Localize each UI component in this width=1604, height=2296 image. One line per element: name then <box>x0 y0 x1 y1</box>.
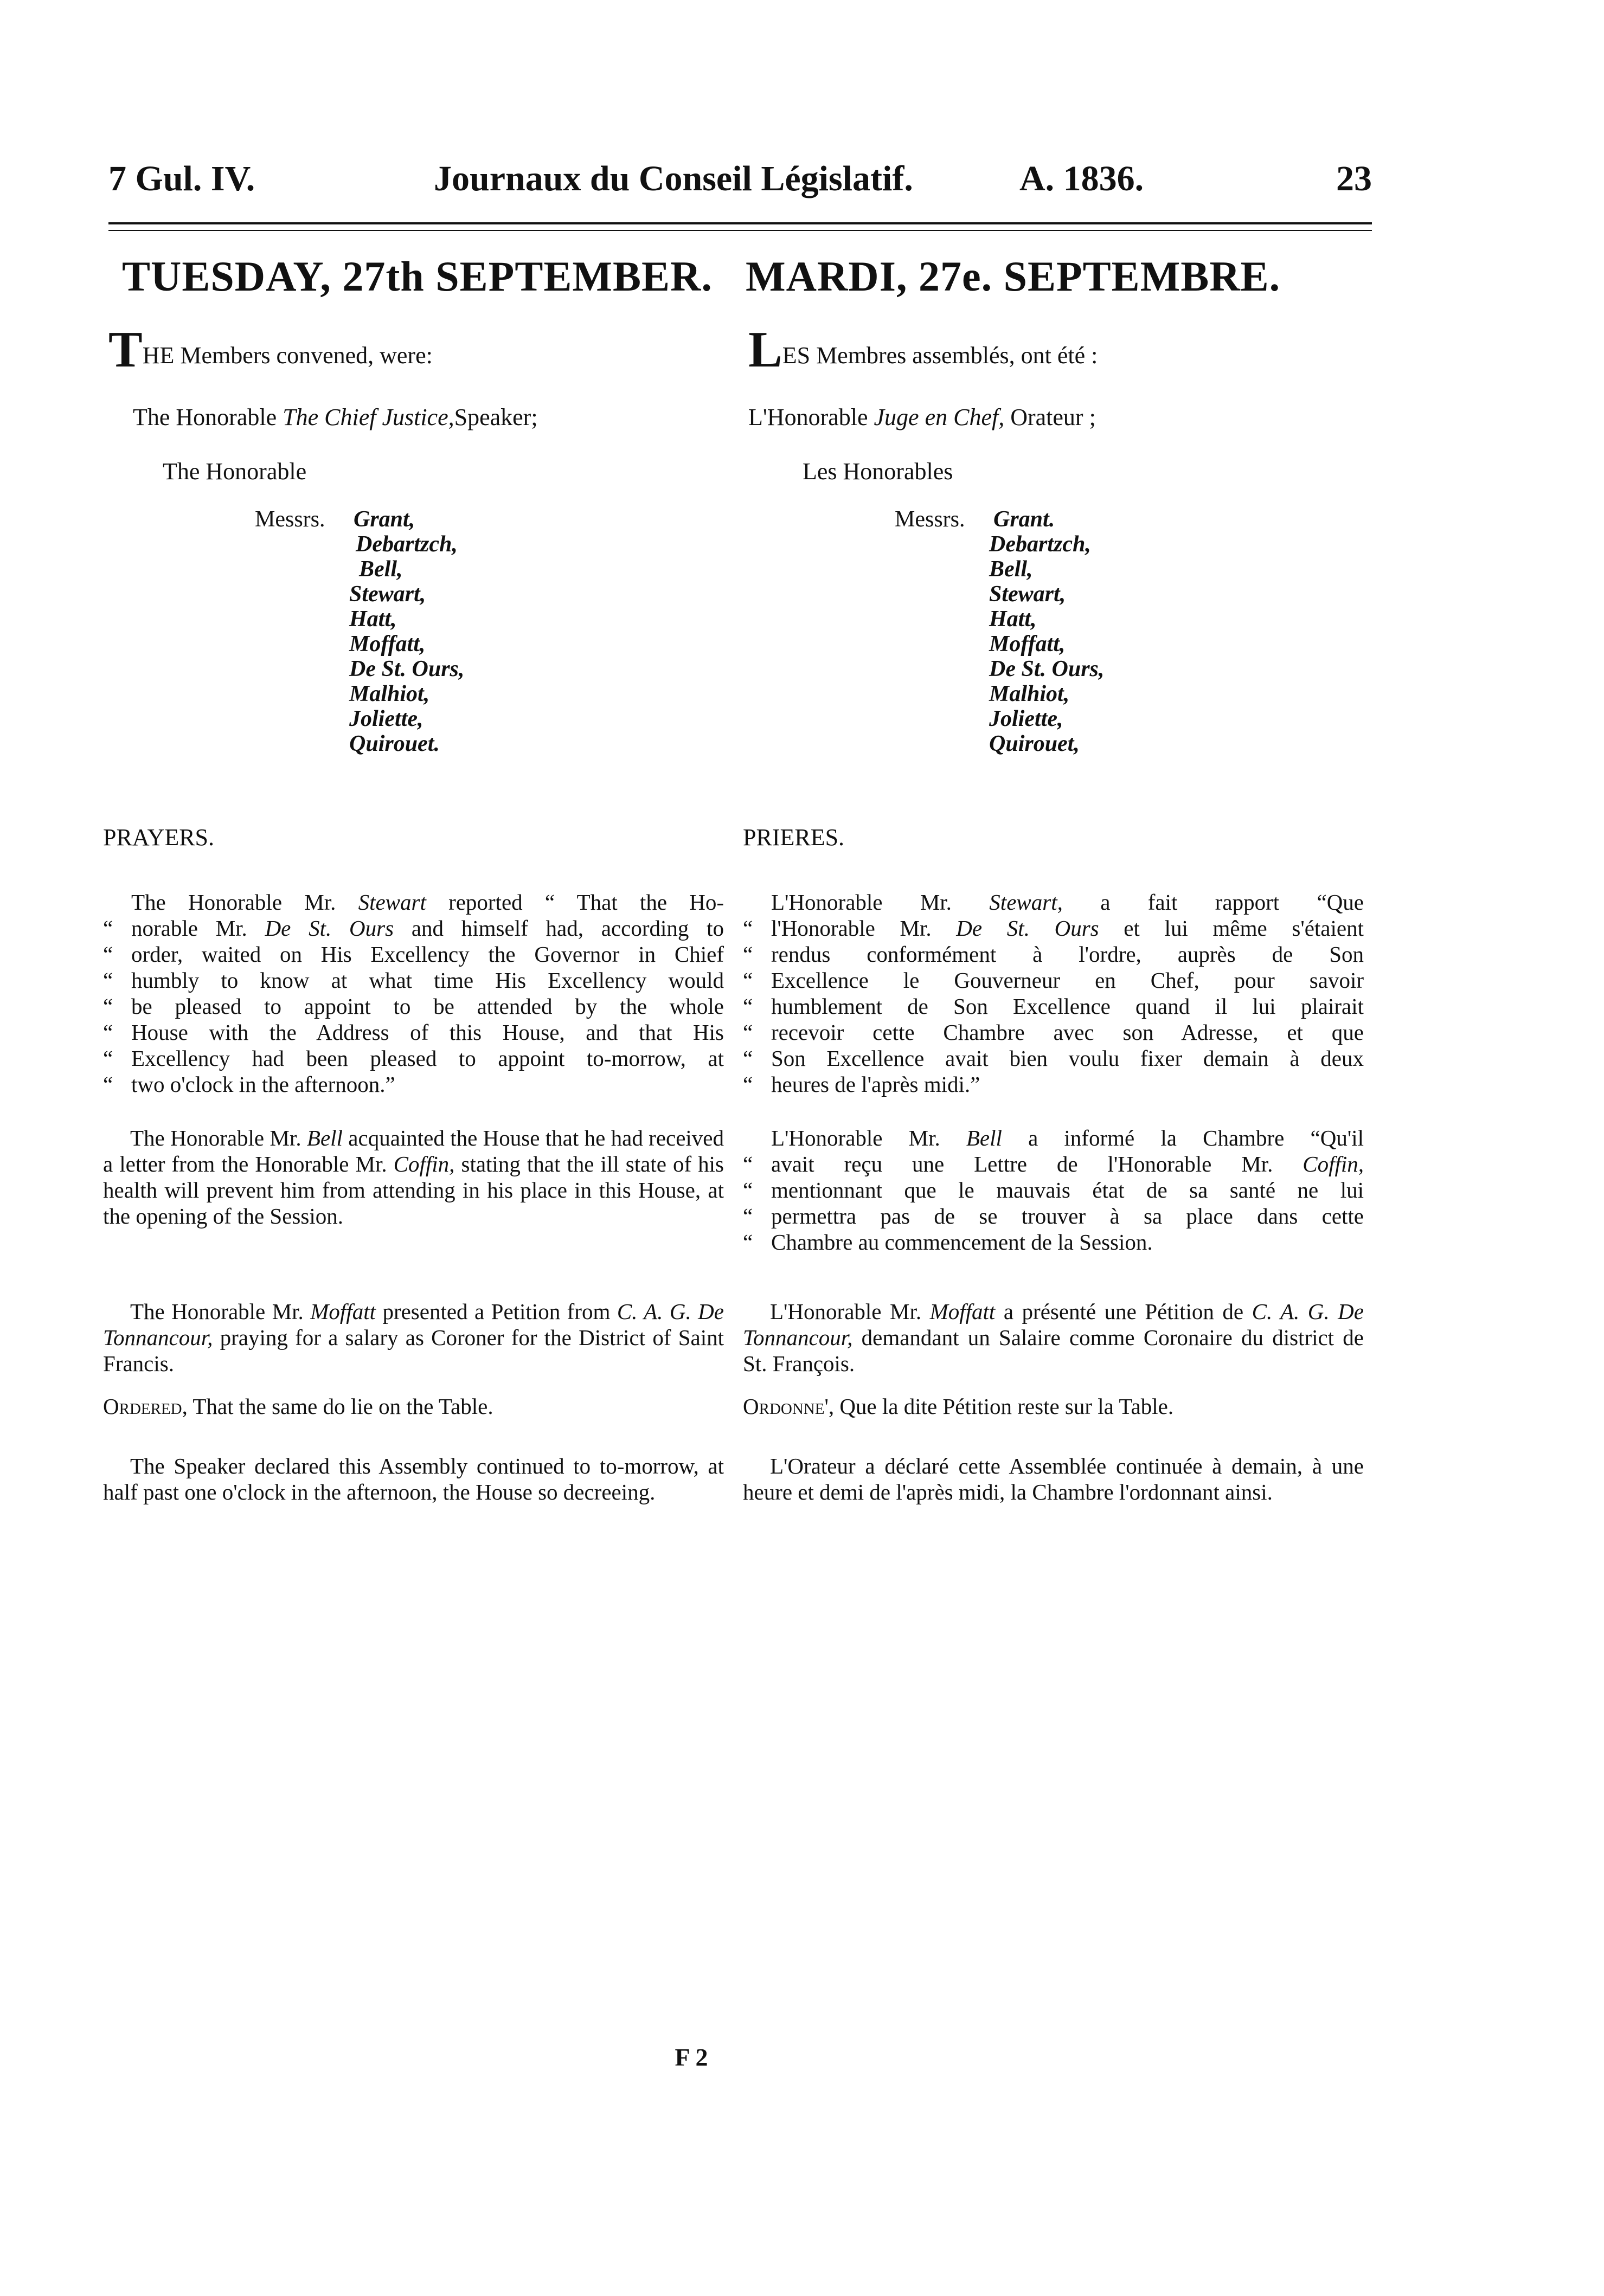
text-run: demandant un Salaire comme Coronaire du district de St. François. <box>743 1325 1364 1376</box>
member-name: Bell, <box>359 557 403 582</box>
report-line: rendus conformément à l'ordre, auprès de Son <box>771 942 1364 967</box>
english-adjournment: The Speaker declared this Assembly continued to to-morrow, at half past one o'clock in the afternoon, the House so decreeing. <box>103 1454 724 1504</box>
quote-mark: “ <box>743 994 753 1019</box>
text-run: stating that the ill state of his health will prevent him from attending in his place in this House, at the opening of the Session. <box>103 1152 724 1229</box>
text-run: presented a Petition from <box>375 1299 617 1324</box>
report-line: l'Honorable Mr. <box>771 916 957 941</box>
english-column <box>103 0 727 1626</box>
report-line: humblement de Son Excellence quand il lui plairait <box>771 994 1364 1019</box>
member-name: Quirouet. <box>349 731 440 756</box>
member-name: Malhiot, <box>989 681 1070 706</box>
member-ref: Bell <box>966 1126 1002 1150</box>
english-speaker-prefix: The Honorable <box>133 404 283 430</box>
report-line: be pleased to appoint to be attended by the whole <box>131 994 724 1019</box>
member-name: Joliette, <box>349 706 424 731</box>
letter-line: Chambre au commencement de la Session. <box>771 1230 1153 1255</box>
text-run: L'Honorable Mr. <box>771 1126 966 1150</box>
text-run: praying for a salary as Coroner for the District of Saint Francis. <box>103 1325 724 1376</box>
french-speaker-prefix: L'Honorable <box>748 404 874 430</box>
member-name: Quirouet, <box>989 731 1080 756</box>
quote-mark: “ <box>103 968 113 993</box>
signature-mark: F 2 <box>675 2043 708 2071</box>
quote-mark: “ <box>743 1046 753 1071</box>
regnal-year: 7 Gul. IV. <box>108 159 255 198</box>
member-ref: De St. Ours <box>956 916 1099 941</box>
report-line: Excellence le Gouverneur en Chef, pour savoir <box>771 968 1364 993</box>
ordered-word: Ordered <box>103 1394 182 1419</box>
french-dropcap-rest: ES <box>782 342 811 369</box>
member-name: Grant. <box>993 507 1055 532</box>
english-convened-line <box>108 321 433 378</box>
member-name: Hatt, <box>349 607 397 632</box>
text-run: , Que la dite Pétition reste sur la Table. <box>828 1394 1174 1419</box>
french-speaker-title: Juge en Chef, <box>874 404 1005 430</box>
report-line: House with the Address of this House, and that His <box>131 1020 724 1045</box>
member-name: Hatt, <box>989 607 1037 632</box>
member-ref: Moffatt <box>310 1299 376 1324</box>
french-adjournment: L'Orateur a déclaré cette Assemblée continuée à demain, à une heure et demi de l'après midi, la Chambre l'ordonnant ainsi. <box>743 1454 1364 1504</box>
member-name: Stewart, <box>349 582 426 607</box>
english-moffatt-petition <box>103 1298 724 1377</box>
member-ref: Stewart, <box>989 890 1063 915</box>
member-ref: Bell <box>306 1126 343 1150</box>
french-messrs: Messrs. <box>895 507 965 532</box>
french-stewart-report <box>743 889 1364 1097</box>
text-run: a informé la Chambre “Qu'il <box>1002 1126 1364 1150</box>
report-line: order, waited on His Excellency the Governor in Chief <box>131 942 724 967</box>
quote-mark: “ <box>743 1230 753 1255</box>
english-dropcap-rest: HE <box>142 342 175 369</box>
member-name: Grant, <box>354 507 415 532</box>
report-line: norable Mr. <box>131 916 265 941</box>
member-name: Moffatt, <box>349 632 426 657</box>
english-speaker-line <box>133 398 538 436</box>
member-name: De St. Ours, <box>349 657 465 681</box>
report-intro: L'Honorable Mr. <box>771 890 990 915</box>
member-ref: Stewart <box>358 890 426 915</box>
member-ref: De St. Ours <box>265 916 394 941</box>
french-speaker-suffix: Orateur ; <box>1004 404 1096 430</box>
text-run: a présenté une Pétition de <box>995 1299 1252 1324</box>
petitioner-ref: C. A. G. De Tonnancour, <box>103 1299 724 1350</box>
member-name: Stewart, <box>989 582 1066 607</box>
french-convened-line <box>748 321 1098 378</box>
member-name: Joliette, <box>989 706 1063 731</box>
report-line: Son Excellence avait bien voulu fixer demain à deux <box>771 1046 1364 1071</box>
report-line: two o'clock in the afternoon.” <box>131 1072 395 1097</box>
french-date-heading: MARDI, 27e. SEPTEMBRE. <box>746 253 1281 300</box>
french-moffatt-petition <box>743 1298 1364 1377</box>
report-line: heures de l'après midi.” <box>771 1072 980 1097</box>
report-line: humbly to know at what time His Excellency would <box>131 968 724 993</box>
text-run: , That the same do lie on the Table. <box>182 1394 493 1419</box>
quote-mark: “ <box>103 994 113 1019</box>
letter-line: permettra pas de se trouver à sa place dans cette <box>771 1204 1364 1229</box>
english-convened-text: Members convened, were: <box>174 342 433 369</box>
text-run: L'Honorable Mr. <box>770 1299 930 1324</box>
text-run: The Honorable Mr. <box>130 1126 307 1150</box>
quote-mark: “ <box>743 1020 753 1045</box>
quote-mark: “ <box>103 1046 113 1071</box>
report-line: Excellency had been pleased to appoint to-morrow, at <box>131 1046 724 1071</box>
english-speaker-suffix: Speaker; <box>454 404 538 430</box>
quote-mark: “ <box>743 1152 753 1176</box>
member-name: Debartzch, <box>356 532 458 557</box>
quote-mark: “ <box>743 968 753 993</box>
english-stewart-report <box>103 889 724 1097</box>
member-name: De St. Ours, <box>989 657 1105 681</box>
member-ref: Coffin, <box>393 1152 455 1176</box>
french-dropcap: L <box>748 321 782 378</box>
text-run: The Honorable Mr. <box>130 1299 311 1324</box>
english-ordered <box>103 1393 724 1419</box>
french-convened-text: Membres assemblés, ont été : <box>810 342 1098 369</box>
quote-mark: “ <box>103 942 113 967</box>
member-name: Debartzch, <box>989 532 1091 557</box>
calendar-year: A. 1836. <box>1019 159 1144 198</box>
member-name: Bell, <box>989 557 1033 582</box>
french-ordered <box>743 1393 1364 1419</box>
letter-line: avait reçu une Lettre de l'Honorable Mr. <box>771 1152 1303 1176</box>
letter-line: mentionnant que le mauvais état de sa santé ne lui <box>771 1178 1364 1202</box>
quote-mark: “ <box>103 916 113 941</box>
english-dropcap: T <box>108 321 143 378</box>
member-name: Malhiot, <box>349 681 430 706</box>
english-messrs: Messrs. <box>255 507 325 532</box>
quote-mark: “ <box>743 916 753 941</box>
text-run: acquainted the House that he had received a letter from the Honorable Mr. <box>103 1126 724 1176</box>
journal-title: Journaux du Conseil Législatif. <box>434 159 913 198</box>
ordered-word: Ordonne' <box>743 1394 829 1419</box>
english-date-heading: TUESDAY, 27th SEPTEMBER. <box>122 253 713 300</box>
french-honorables: Les Honorables <box>803 458 953 485</box>
report-line: recevoir cette Chambre avec son Adresse, et que <box>771 1020 1364 1045</box>
english-speaker-title: The Chief Justice, <box>283 404 454 430</box>
report-line: a fait rapport “Que <box>1062 890 1364 915</box>
french-column <box>743 0 1366 1626</box>
report-line: reported “ That the Ho- <box>426 890 724 915</box>
report-line: et lui même s'étaient <box>1099 916 1364 941</box>
english-honorables: The Honorable <box>163 458 307 485</box>
english-bell-letter <box>103 1125 724 1229</box>
member-ref: Coffin, <box>1303 1152 1364 1176</box>
quote-mark: “ <box>743 1178 753 1202</box>
quote-mark: “ <box>743 1204 753 1229</box>
member-name: Moffatt, <box>989 632 1066 657</box>
quote-mark: “ <box>743 942 753 967</box>
quote-mark: “ <box>743 1072 753 1097</box>
report-line: and himself had, according to <box>394 916 724 941</box>
french-prayers: PRIERES. <box>743 824 845 851</box>
quote-mark: “ <box>103 1072 113 1097</box>
french-bell-letter <box>743 1125 1364 1255</box>
page-number: 23 <box>1336 159 1372 198</box>
member-ref: Moffatt <box>929 1299 996 1324</box>
english-prayers: PRAYERS. <box>103 824 215 851</box>
report-intro: The Honorable Mr. <box>131 890 358 915</box>
french-speaker-line <box>748 398 1096 436</box>
petitioner-ref: C. A. G. De Tonnancour, <box>743 1299 1364 1350</box>
quote-mark: “ <box>103 1020 113 1045</box>
